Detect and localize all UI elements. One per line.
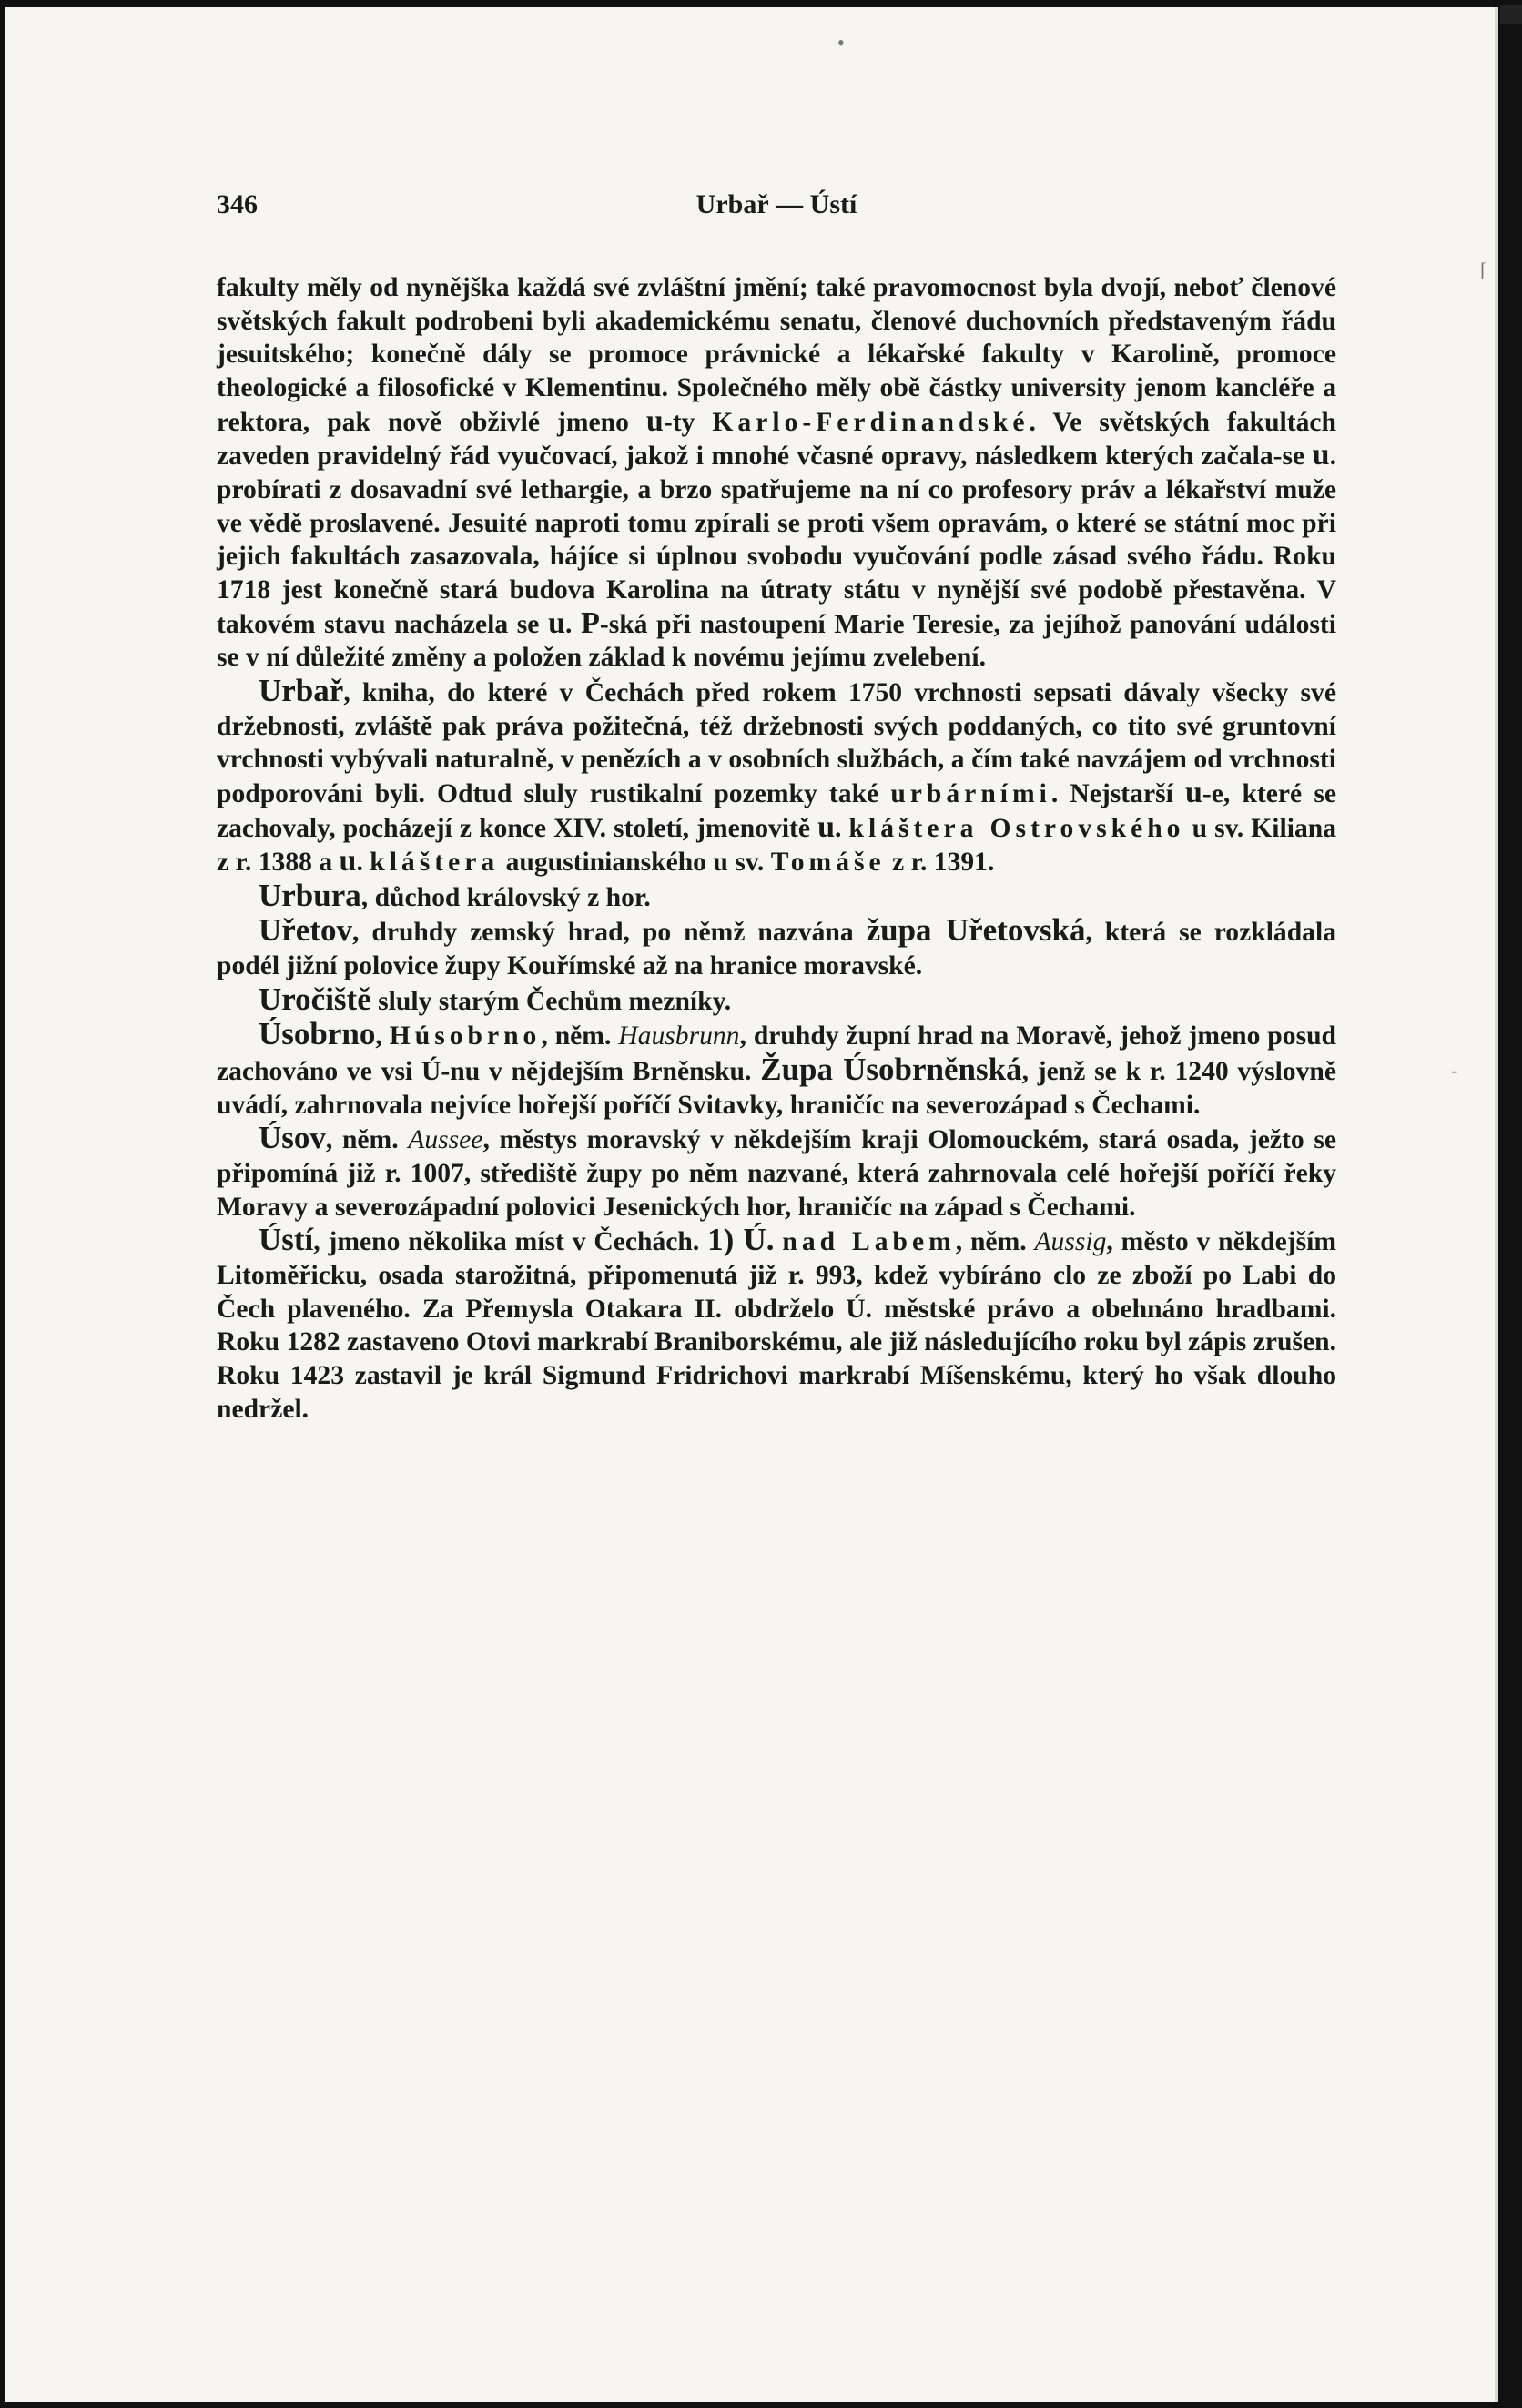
entry-usov: Úsov, něm. Aussee, městys moravský v někdejším kraji Olomouckém, stará osada, ježto se připomíná již r. 1007, střediště župy po něm nazvané, která zahrnovala celé hořejší poříčí řeky Moravy a severozápadní polovici Jesenických hor, hraničíc na západ s Čechami. bbox=[217, 1120, 1336, 1222]
headword: Urbař bbox=[259, 672, 344, 708]
headword: Uročiště bbox=[259, 980, 371, 1017]
entry-uretov: Uřetov, druhdy zemský hrad, po němž nazvána župa Uřetovská, která se rozkládala podél jižní polovice župy Kouřímské až na hranice moravské. bbox=[217, 912, 1336, 981]
scan-edge bbox=[1500, 5, 1522, 24]
entry-usti: Ústí, jmeno několika míst v Čechách. 1) Ú. nad Labem, něm. Aussig, město v někdejším Litoměřicku, osada starožitná, připomenutá již r. 993, kdež vybíráno clo ze zboží po Labi do Čech plaveného. Za Přemysla Otakara II. obdrželo Ú. městské právo a obehnáno hradbami. Roku 1282 zastaveno Otovi markrabí Braniborskému, ale již následujícího roku byl zápis zrušen. Roku 1423 zastavil je král Sigmund Fridrichovi markrabí Míšenskému, který ho však dlouho nedržel. bbox=[217, 1222, 1337, 1424]
page-header bbox=[217, 189, 1336, 226]
page-body bbox=[217, 271, 1336, 1426]
entry-urbar: Urbař, kniha, do které v Čechách před rokem 1750 vrchnosti sepsati dávaly všecky své držebnosti, zvláště pak práva požitečná, též držebnosti svých poddaných, co tito své gruntovní vrchnosti vybývali naturalně, v penězích a v osobních službách, a čím také navzájem od vrchnosti podporováni byli. Odtud sluly rustikalní pozemky také urbárními. Nejstarší u-e, které se zachovaly, pocházejí z konce XIV. století, jmenovitě u. kláštera Ostrovského u sv. Kiliana z r. 1388 a u. kláštera augustinianského u sv. Tomáše z r. 1391. bbox=[217, 672, 1336, 879]
headword: Uřetov bbox=[259, 912, 353, 949]
headword: Úsobrno bbox=[259, 1016, 376, 1052]
margin-dot: • bbox=[837, 31, 845, 54]
headword: Urbura bbox=[259, 877, 361, 913]
page-number: 346 bbox=[217, 189, 258, 219]
entry-usobrno: Úsobrno, Húsobrno, něm. Hausbrunn, druhdy župní hrad na Moravě, jehož jmeno posud zachováno ve vsi Ú-nu v nějdejším Brněnsku. Župa Úsobrněnská, jenž se k r. 1240 výslovně uvádí, zahrnovala nejvíce hořejší poříčí Svitavky, hraničíc na severozápad s Čechami. bbox=[217, 1016, 1336, 1120]
running-title: Urbař — Ústí bbox=[695, 189, 857, 219]
margin-dash: - bbox=[1451, 1059, 1458, 1082]
headword: Úsov bbox=[259, 1120, 326, 1156]
margin-bracket: [ bbox=[1480, 259, 1487, 281]
book-page bbox=[5, 7, 1498, 2402]
paragraph-continued: fakulty měly od nynějška každá své zvláštní jmění; také pravomocnost byla dvojí, neboť členové světských fakult podrobeni byli akademickému senatu, členové duchovních představeným řádu jesuitského; konečně dály se promoce právnické a lékařské fakulty v Karolině, promoce theologické a filosofické v Klementinu. Společného měly obě částky university jenom kancléře a rektora, pak nově obživlé jmeno u-ty Karlo-Ferdinandské. Ve světských fakultách zaveden pravidelný řád vyučovací, jakož i mnohé včasné opravy, následkem kterých začala-se u. probírati z dosavadní své lethargie, a brzo spatřujeme na ní co profesory práv a lékařství muže ve vědě proslavené. Jesuité naproti tomu zpírali se proti všem opravám, o které se státní moc při jejich fakultách zasazovala, hájíce si úplnou svobodu vyučování podle zásad svého řádu. Roku 1718 jest konečně stará budova Karolina na útraty státu v nynější své podobě přestavěna. V takovém stavu nacházela se u. P-ská při nastoupení Marie Teresie, za jejíhož panování události se v ní důležité změny a položen základ k novému jejímu zvelebení. bbox=[217, 273, 1336, 673]
entry-urbura: Urbura, důchod královský z hor. bbox=[259, 877, 651, 913]
entry-urociste: Uročiště sluly starým Čechům mezníky. bbox=[259, 980, 732, 1017]
headword: Ústí bbox=[259, 1222, 314, 1258]
